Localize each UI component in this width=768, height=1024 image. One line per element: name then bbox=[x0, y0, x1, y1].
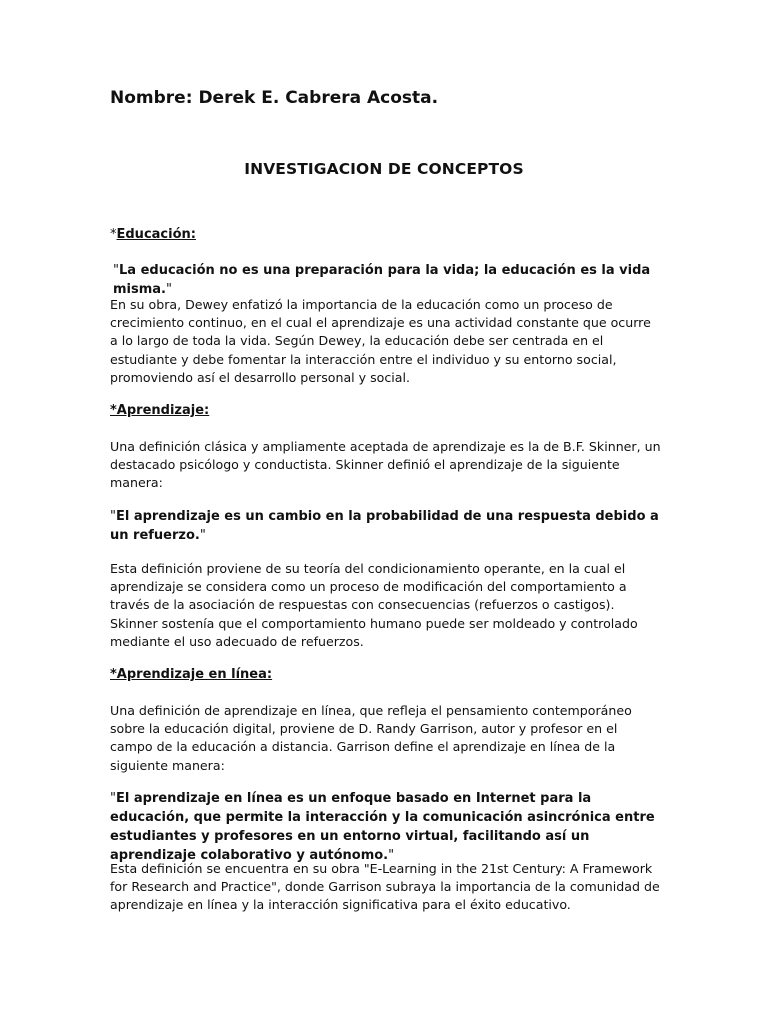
quote-open-mark: " bbox=[113, 263, 119, 278]
author-line bbox=[110, 88, 438, 108]
intro-aprendizaje: Una definición clásica y ampliamente aceptada de aprendizaje es la de B.F. Skinner, un destacado psicólogo y conductista. Skinner definió el aprendizaje de la siguiente manera: bbox=[110, 439, 661, 491]
paragraph-aprendizaje-en-linea: Esta definición se encuentra en su obra "E-Learning in the 21st Century: A Framework for Research and Practice", donde Garrison subraya la importancia de la comunidad de aprendizaje en línea y la interacción significativa para el éxito educativo. bbox=[110, 861, 660, 913]
quote-educacion bbox=[113, 261, 665, 299]
heading-text: *Aprendizaje: bbox=[110, 403, 210, 418]
section-heading-aprendizaje bbox=[110, 403, 662, 418]
document-title: INVESTIGACION DE CONCEPTOS bbox=[244, 160, 524, 178]
paragraph-educacion: En su obra, Dewey enfatizó la importancia de la educación como un proceso de crecimiento continuo, en el cual el aprendizaje es una actividad constante que ocurre a lo largo de toda la vida. Según Dewey, la educación debe ser centrada en el estudiante y debe fomentar la interacción entre el individuo y su entorno social, promoviendo así el desarrollo personal y social. bbox=[110, 297, 651, 385]
quote-open-mark: " bbox=[110, 509, 116, 524]
section-heading-aprendizaje-en-linea bbox=[110, 667, 662, 682]
quote-text: El aprendizaje es un cambio en la probabilidad de una respuesta debido a un refuerzo. bbox=[110, 509, 659, 543]
section-heading-educacion bbox=[110, 227, 662, 242]
quote-close-mark: " bbox=[166, 282, 172, 297]
quote-open-mark: " bbox=[110, 791, 116, 806]
quote-text: La educación no es una preparación para la vida; la educación es la vida misma. bbox=[113, 263, 651, 297]
heading-text: *Aprendizaje en línea: bbox=[110, 667, 273, 682]
quote-text: El aprendizaje en línea es un enfoque basado en Internet para la educación, que permite la interacción y la comunicación asincrónica entre estudiantes y profesores en un entorno virtual, facilitando así un aprendizaje colaborativo y autónomo. bbox=[110, 791, 655, 863]
author-name: Derek E. Cabrera Acosta. bbox=[198, 88, 439, 108]
author-label: Nombre: bbox=[110, 88, 193, 108]
heading-star: * bbox=[110, 227, 117, 242]
quote-aprendizaje bbox=[110, 507, 662, 545]
quote-close-mark: " bbox=[199, 528, 206, 543]
heading-text: Educación: bbox=[116, 227, 196, 242]
quote-aprendizaje-en-linea bbox=[110, 789, 662, 865]
intro-aprendizaje-en-linea: Una definición de aprendizaje en línea, que refleja el pensamiento contemporáneo sobre la educación digital, proviene de D. Randy Garrison, autor y profesor en el campo de la educación a distancia. Garrison define el aprendizaje en línea de la siguiente manera: bbox=[110, 703, 632, 773]
quote-close-mark: " bbox=[388, 848, 395, 863]
paragraph-aprendizaje: Esta definición proviene de su teoría del condicionamiento operante, en la cual el aprendizaje se considera como un proceso de modificación del comportamiento a través de la asociación de respuestas con consecuencias (refuerzos o castigos). Skinner sostenía que el comportamiento humano puede ser moldeado y controlado mediante el uso adecuado de refuerzos. bbox=[110, 561, 638, 649]
